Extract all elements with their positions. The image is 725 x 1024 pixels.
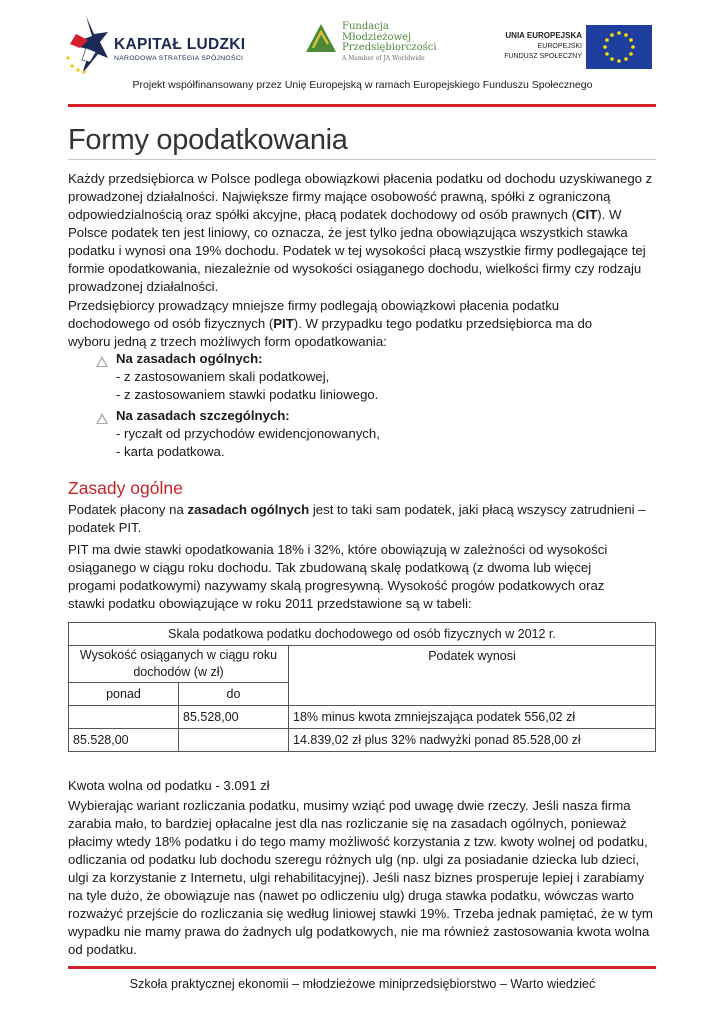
paragraph-general-rules [68, 501, 660, 537]
triangle-bullet-icon [96, 356, 108, 367]
kapital-ludzki-star-icon [62, 14, 110, 76]
kapital-ludzki-subtitle: NARODOWA STRATEGIA SPÓJNOŚCI [114, 55, 244, 62]
table-cell-tax: 18% minus kwota zmniejszająca podatek 556,02 zł [289, 706, 656, 729]
table-row [69, 729, 656, 752]
table-header-income: Wysokość osiąganych w ciągu roku dochodów (w zł) [69, 646, 289, 683]
ue-subtitle [504, 42, 582, 61]
paragraph-pit [68, 297, 608, 351]
title-underline [68, 159, 656, 160]
paragraph-general-term: zasadach ogólnych [187, 502, 310, 517]
paragraph-pit-term: PIT [273, 316, 294, 331]
list-item-title: Na zasadach szczególnych: [116, 408, 290, 423]
table-cell-to: 85.528,00 [179, 706, 289, 729]
ue-subtitle-line1: EUROPEJSKI [537, 43, 582, 50]
list-sub-item: - karta podatkowa. [116, 444, 225, 459]
table-row [69, 706, 656, 729]
section-heading: Zasady ogólne [68, 478, 183, 498]
paragraph-pit-text-c: ). W przypadku tego podatku przedsiębiorca ma do wyboru jedną z trzech możliwych form opodatkowania: [68, 316, 593, 349]
list-sub-item: - z zastosowaniem stawki podatku liniowego. [116, 387, 379, 402]
tax-free-amount: Kwota wolna od podatku - 3.091 zł [68, 778, 270, 793]
paragraph-general-text-a: Podatek płacony na [68, 502, 188, 517]
paragraph-tax-rates: PIT ma dwie stawki opodatkowania 18% i 32%, które obowiązują w zależności od wysokości osiąganego w ciągu roku dochodu. Tak zbudowaną skalę podatkową (z dwoma lub więcej progami podatkowymi) nazywamy skalą progresywną. Wysokość progów podatkowych oraz stawki podatku obowiązujące w roku 2011 przedstawione są w tabeli: [68, 542, 608, 611]
paragraph-cit [68, 170, 660, 296]
table-cell-tax: 14.839,02 zł plus 32% nadwyżki ponad 85.528,00 zł [289, 729, 656, 752]
eu-flag-icon [586, 25, 652, 69]
ue-title: UNIA EUROPEJSKA [505, 31, 582, 40]
fmp-member-note: A Member of JA Worldwide [342, 55, 425, 62]
triangle-bullet-icon [96, 413, 108, 424]
list-item-title: Na zasadach ogólnych: [116, 351, 263, 366]
paragraph-cit-text-c: ). W Polsce podatek ten jest liniowy, co oznacza, że jest tylko jedna obowiązująca wszystkich stawka podatku i wynosi ona 19% dochodu. Podatek w tej wysokości płacą wszystkie firmy podlegające tej formie opodatkowania, niezależnie od wysokości osiąganego dochodu, wielkości firmy czy rodzaju prowadzonej działalności. [68, 207, 646, 294]
table-header-to: do [179, 683, 289, 706]
tax-scale-table [68, 622, 656, 752]
paragraph-cit-text-a: Każdy przedsiębiorca w Polsce podlega obowiązkowi płacenia podatku od dochodu uzyskiwanego z prowadzonej działalności. Największe firmy mające osobowość prawną, spółki z ograniczoną odpowiedzialnością oraz spółki akcyjne, płacą podatek dochodowy od osób prawnych ( [68, 171, 653, 222]
ue-subtitle-line2: FUNDUSZ SPOŁECZNY [504, 52, 582, 60]
table-cell-to [179, 729, 289, 752]
table-cell-from [69, 706, 179, 729]
table-row [69, 623, 656, 646]
list-sub-item: - z zastosowaniem skali podatkowej, [116, 369, 330, 384]
header-divider [68, 104, 656, 107]
table-header-tax: Podatek wynosi [289, 646, 656, 706]
paragraph-general-text-c: jest to taki sam podatek, jaki płacą wszyscy zatrudnieni – podatek PIT. [68, 502, 646, 535]
page-title: Formy opodatkowania [68, 124, 348, 156]
list-sub-item: - ryczałt od przychodów ewidencjonowanych, [116, 426, 380, 441]
fmp-logo [304, 21, 437, 68]
project-cofinancing-note: Projekt współfinansowany przez Unię Europejską w ramach Europejskiego Funduszu Społecznego [132, 79, 593, 91]
eu-stars [586, 25, 652, 69]
table-caption: Skala podatkowa podatku dochodowego od osób fizycznych w 2012 r. [69, 623, 656, 646]
paragraph-cit-term: CIT [576, 207, 598, 222]
ue-logo [470, 25, 652, 71]
footer-divider [68, 966, 656, 969]
fmp-leaf-icon [304, 22, 338, 56]
paragraph-choice: Wybierając wariant rozliczania podatku, musimy wziąć pod uwagę dwie rzeczy. Jeśli nasza firma zarabia mało, to bardziej opłacalne jest dla nas rozliczanie się na zasadach ogólnych, ponieważ płacimy wtedy 18% podatku i do tego mamy możliwość korzystania z tzw. kwoty wolnej od podatku, odliczania od podatku lub dochodu szeregu różnych ulg (np. ulgi za posiadanie dziecka lub dzieci, ulgi za korzystanie z Internetu, ulgi rehabilitacyjnej). Jeśli nasz biznes prosperuje lepiej i zarabiamy na tyle dużo, że obowiązuje nas (nawet po odliczeniu ulg) druga stawka podatku, wówczas warto rozważyć przejście do rozliczania się według liniowej stawki 19%. Trzeba jednak pamiętać, że w tym wypadku nie mamy prawa do żadnych ulg podatkowych, nie ma również zastosowania kwota wolna od podatku. [68, 798, 653, 957]
kapital-ludzki-logo [62, 14, 252, 76]
fmp-name-line3: Przedsiębiorczości [342, 42, 437, 53]
footer-text: Szkoła praktycznej ekonomii – młodzieżowe miniprzedsiębiorstwo – Warto wiedzieć [129, 977, 596, 991]
fmp-name-line2: Młodzieżowej [342, 31, 412, 43]
table-header-from: ponad [69, 683, 179, 706]
table-row [69, 646, 656, 683]
table-cell-from: 85.528,00 [69, 729, 179, 752]
kapital-ludzki-title: KAPITAŁ LUDZKI [114, 36, 246, 53]
fmp-name [342, 22, 437, 54]
paragraph-pit-text-a: Przedsiębiorcy prowadzący mniejsze firmy podlegają obowiązkowi płacenia podatku dochodowego od osób fizycznych ( [68, 298, 560, 331]
fmp-name-line1: Fundacja [342, 21, 389, 32]
